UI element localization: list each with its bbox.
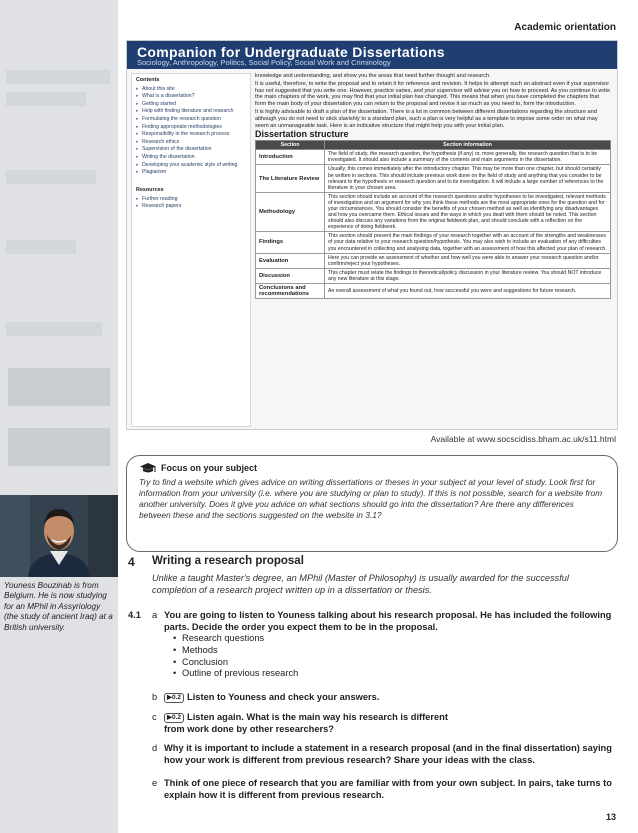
nav-link[interactable]: ▸ Formulating the research question [132,115,250,123]
running-header: Academic orientation [514,22,616,33]
nav-link[interactable]: ▸ What is a dissertation? [132,93,250,101]
nav-link[interactable]: ▸ Help with finding literature and research [132,108,250,116]
faded-text [6,322,102,336]
table-cell: The field of study, the research question, the hypothesis (if any) or, more generally, the research question that is to be investigated. It should also include a summary of the contents and main arguments in the dissertation. [325,150,611,165]
faded-text [6,70,110,84]
list-item: • Research questions [173,633,298,645]
table-row [256,232,611,253]
section-title: Writing a research proposal [152,555,304,567]
website-screenshot [126,40,618,430]
faded-box [8,428,110,466]
table-cell: This section should include an account of the research questions and/or hypotheses to be investigated, relevant methods of investigation and an argument for why you think these methods are the most appropriate ones for the question and for your circumstances. You should consider the benefits of your chosen method as well as identifying any disadvantages and how you overcame them. Ethical issues and the ways in which you dealt with them should be noted. This section should also discuss any variations from the original fieldwork plan, and should conclude with a reflection on the experience of doing fieldwork. [325,192,611,232]
table-cell: Introduction [256,150,325,165]
content-paragraph: knowledge and understanding, and show you the areas that need further thought and research. [255,73,491,79]
question-label: b [152,692,158,702]
nav-link[interactable]: ▸ Writing the dissertation [132,153,250,161]
site-navigation [131,73,251,427]
nav-link[interactable]: ▸ Research papers [132,203,250,211]
list-item: • Conclusion [173,657,298,669]
table-row [256,268,611,283]
site-banner [127,41,617,69]
table-cell: This chapter must relate the findings to theoretical/policy discussion in your literature review. You should NOT introduce any new literature at this stage. [325,268,611,283]
nav-resources-heading: Resources [136,187,164,194]
list-item: • Methods [173,645,298,657]
table-cell: Here you can provide an assessment of whether and how well you were able to answer your research question and/or confirm/reject your hypotheses. [325,253,611,268]
focus-box [126,455,618,552]
nav-link[interactable]: ▸ Developing your academic style of writing [132,161,250,169]
faded-text [6,240,76,254]
nav-link[interactable]: ▸ Finding appropriate methodologies [132,123,250,131]
table-cell: Methodology [256,192,325,232]
table-cell: An overall assessment of what you found out, how successful you were and suggestions for future research. [325,284,611,299]
nav-link[interactable]: ▸ Responsibility in the research process [132,131,250,139]
screenshot-caption: Available at www.socscidiss.bham.ac.uk/s11.html [430,434,616,444]
question-label: e [152,778,158,788]
list-item: • Outline of previous research [173,668,298,680]
question-label: c [152,712,157,722]
student-photo [0,495,118,577]
nav-link[interactable]: ▸ Supervision of the dissertation [132,146,250,154]
nav-link[interactable]: ▸ About this site [132,85,250,93]
faded-text [6,92,86,106]
question-label: d [152,743,158,753]
audio-track-icon[interactable]: ▶0.2 [164,693,184,703]
focus-text: Try to find a website which gives advice on writing dissertations or theses in your subject at your level of study. Look first for information from your university (i.e. where you are studying or plan to study). If this is not possible, search for a website from another university. Does it give you advice on what sections should go into the dissertation? Are there any differences between these and the sections suggested on the website in 3.1? [139,477,603,520]
table-cell: Findings [256,232,325,253]
question-text: Listen to Youness and check your answers. [187,692,380,702]
table-cell: Conclusions and recommendations [256,284,325,299]
question-text: Listen again. What is the main way his research is different from work done by other researchers? [164,712,448,734]
faded-text [6,170,96,184]
nav-contents-heading: Contents [136,77,160,83]
site-content [255,73,611,299]
section-intro: Unlike a taught Master's degree, an MPhil (Master of Philosophy) is usually awarded for the successful completion of a research project written up in a dissertation or thesis. [152,573,569,595]
parts-list [173,633,298,680]
table-cell: Discussion [256,268,325,283]
nav-link[interactable]: ▸ Further reading [132,195,250,203]
table-row [256,165,611,192]
table-cell: Evaluation [256,253,325,268]
table-row [256,253,611,268]
nav-link[interactable]: ▸ Plagiarism [132,169,250,177]
focus-heading: Focus on your subject [161,463,258,473]
faded-box [8,368,110,406]
nav-link[interactable]: ▸ Research ethics [132,138,250,146]
table-cell: This section should present the main findings of your research together with an account of the strengths and weaknesses of your data relative to your research question/hypothesis. You may also wish to include an evaluation of any difficulties you encountered in collecting and analysing data, together with an assessment of how this affected your plan of research. [325,232,611,253]
table-row [256,150,611,165]
structure-title: Dissertation structure [255,129,349,140]
question-text: Think of one piece of research that you are familiar with from your own subject. In pairs, take turns to explain how it is different from previous research. [164,778,612,800]
table-row [256,192,611,232]
site-subtitle: Sociology, Anthropology, Politics, Social Policy, Social Work and Criminology [137,58,391,67]
section-number: 4 [128,555,135,569]
left-margin-column [0,0,118,833]
table-header: Section information [325,141,611,150]
table-cell: The Literature Review [256,165,325,192]
table-row [256,284,611,299]
question-label: a [152,610,158,620]
portrait-image [0,495,118,577]
table-cell: Usually, this comes immediately after the introductory chapter. This may be more than one chapter, but should certainly be written in sections. This should include previous work done on the field of study and anything that you consider to be relevant to the hypothesis or research question and to its investigation. It will include a large number of references to the literature in your chosen area. [325,165,611,192]
question-number: 4.1 [128,610,141,620]
audio-track-icon[interactable]: ▶0.2 [164,713,184,723]
structure-table [255,140,611,299]
question-text: Why it is important to include a statement in a research proposal (and in the final dissertation) saying how your work is different from previous research? Share your ideas with the class. [164,743,612,765]
table-header: Section [256,141,325,150]
content-paragraph: It is highly advisable to draft a plan of the dissertation. There is a lot in common between different dissertations regarding the structure and although you do not need to stick slavishly to a standard plan, such a plan is very helpful as a template to impose some order on what may seem an unmanageable task. Here is an indicative structure that might help you with your initial plan. [255,108,598,129]
nav-link[interactable]: ▸ Getting started [132,100,250,108]
content-paragraph: It is useful, therefore, to write the proposal and to retain it for reference and revision. It helps to attempt such an abstract even if your supervisor has not suggested that you write one. However, practice varies, and your supervisor will advise you on how to proceed. As you continue to write the main chapters of the work, you may find that your initial plan has changed. This means that when you have completed the chapters that form the main body of your dissertation you can return to the proposal and revise it as much as you need to, form the introduction. [255,80,611,108]
page-number: 13 [605,812,616,822]
site-title: Companion for Undergraduate Dissertations [137,44,445,60]
photo-caption: Youness Bouzinab is from Belgium. He is now studying for an MPhil in Assyriology (the study of ancient Iraq) at a British university. [4,581,113,632]
graduation-cap-icon [139,462,157,474]
question-text: You are going to listen to Youness talking about his research proposal. He has included the following parts. Decide the order you expect them to be in the proposal. [164,610,612,632]
